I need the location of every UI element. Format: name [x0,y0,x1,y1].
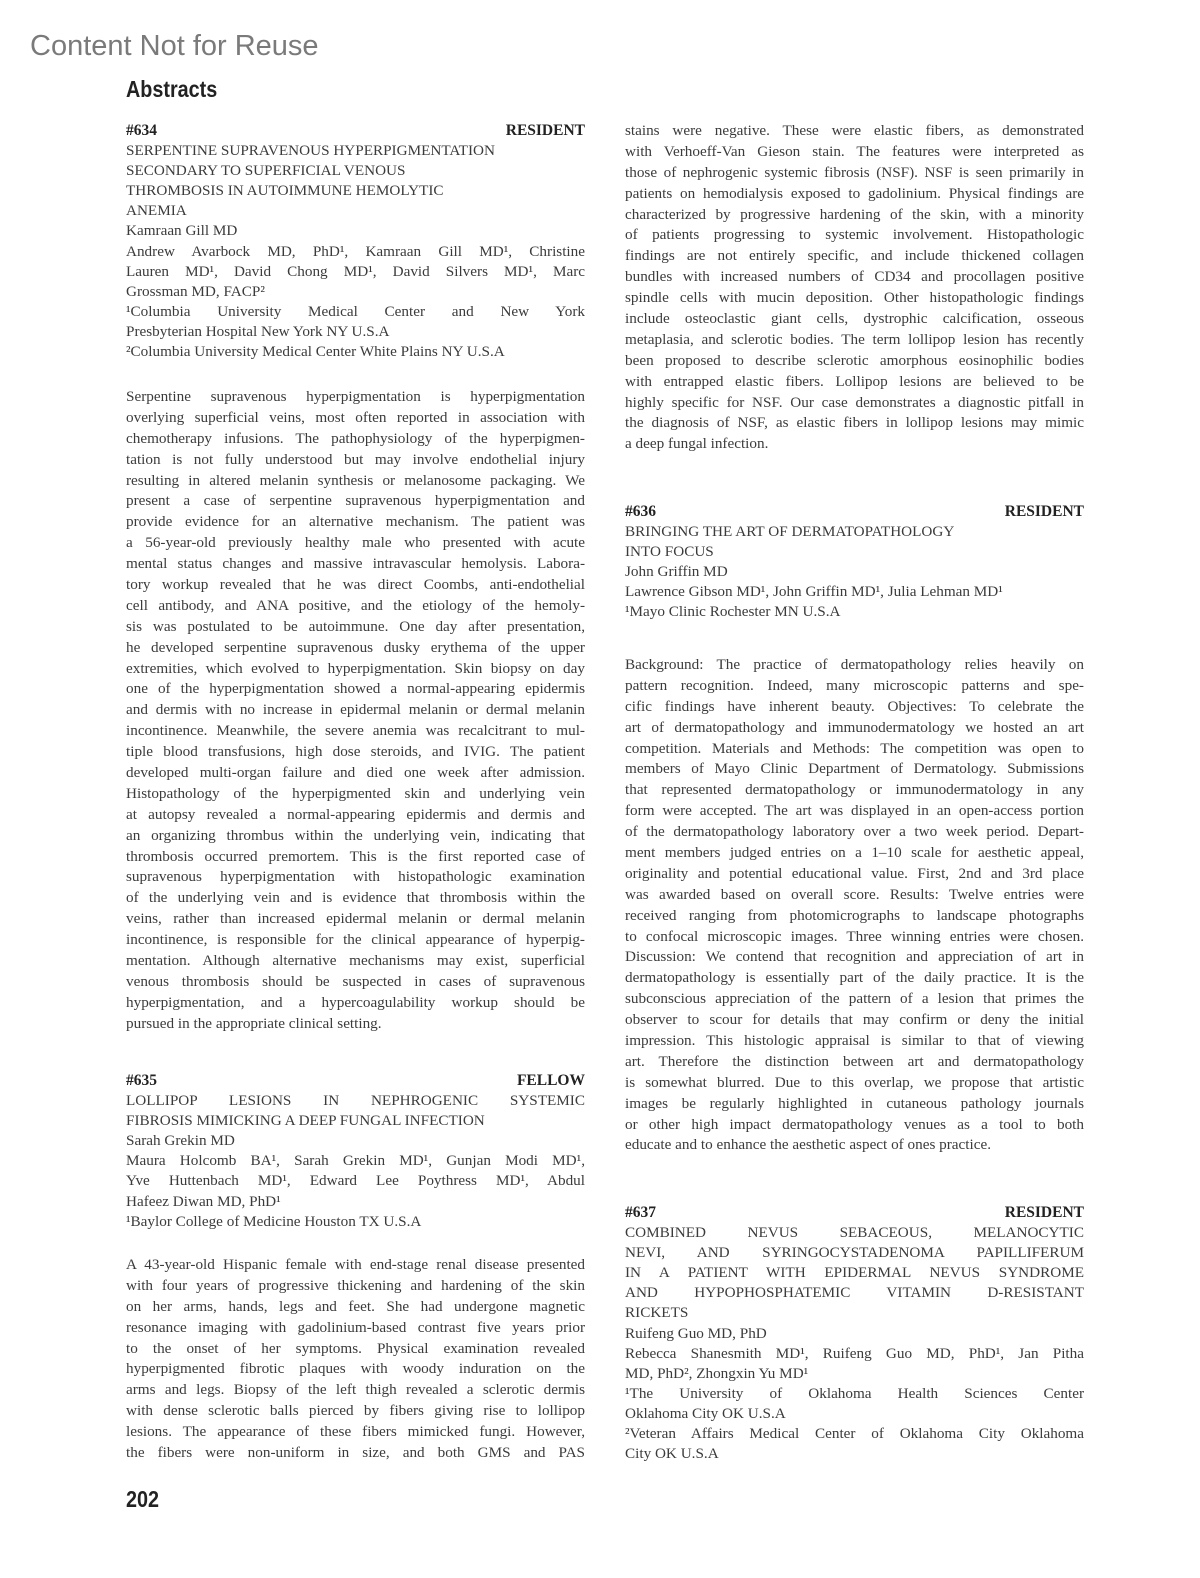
body-line: arms and legs. Biopsy of the left thigh revealed a sclerotic dermis [126,1381,585,1399]
body-line: findings are not entirely specific, and include thickened collagen [625,247,1084,265]
body-line: bundles with increased numbers of CD34 and procollagen positive [625,268,1084,286]
page-number: 202 [126,1486,160,1512]
body-line: a deep fungal infection. [625,435,769,453]
abstract-636-body [625,655,1084,1156]
body-line: extremities, which evolved to hyperpigmentation. Skin biopsy on day [126,659,585,677]
body-line: or other high impact dermatopathology venues as a tool to both [625,1115,1084,1133]
body-line: provide evidence for an alternative mechanism. The patient was [126,513,585,531]
body-line: characterized by progressive hardening of the skin, with a minority [625,205,1084,223]
author-line: Grossman MD, FACP² [126,282,265,300]
body-line: of patients progressing to systemic involvement. Histopathologic [625,226,1084,244]
author-line: MD, PhD², Zhongxin Yu MD¹ [625,1364,809,1382]
abstract-634-body [126,387,585,1035]
affiliation-line: ¹Baylor College of Medicine Houston TX U.S.A [126,1212,422,1230]
body-line: mental status changes and massive intravascular hemolysis. Labora- [126,555,585,573]
body-line: chemotherapy infusions. The pathophysiology of the hyperpigmen- [126,429,585,447]
body-line: supravenous hyperpigmentation with histopathologic examination [126,868,585,886]
body-line: a 56-year-old previously healthy male who presented with acute [126,534,585,552]
body-line: on her arms, hands, legs and feet. She had undergone magnetic [126,1297,585,1315]
affiliation-line: Oklahoma City OK U.S.A [625,1404,786,1422]
body-line: to the onset of her symptoms. Physical examination revealed [126,1339,585,1357]
presenter: Kamraan Gill MD [126,222,238,240]
abstract-number: #637 [625,1204,656,1221]
abstract-category: FELLOW [516,1072,585,1089]
abstract-category: RESIDENT [1004,503,1084,520]
abstract-number: #635 [126,1072,157,1089]
body-line: tiple blood transfusions, high dose steroids, and IVIG. The patient [126,743,585,761]
body-line: Serpentine supravenous hyperpigmentation is hyperpigmentation [126,388,585,405]
affiliation-line: ¹Mayo Clinic Rochester MN U.S.A [625,603,841,621]
body-line: cific findings have inherent beauty. Objectives: To celebrate the [625,697,1084,715]
body-line: observer to scour for details that may confirm or deny the initial [625,1011,1084,1029]
abstract-title-line: COMBINED NEVUS SEBACEOUS, MELANOCYTIC [625,1224,1084,1242]
presenter: Ruifeng Guo MD, PhD [625,1324,767,1342]
body-line: one of the hyperpigmentation showed a normal-appearing epidermis [126,680,585,698]
abstract-title-line: IN A PATIENT WITH EPIDERMAL NEVUS SYNDROME [625,1264,1084,1282]
body-line: at autopsy revealed a normal-appearing epidermis and dermis and [126,805,585,823]
body-line: impression. This histologic appraisal is similar to that of viewing [625,1032,1084,1050]
body-line: incontinence. Meanwhile, the severe anemia was recalcitrant to mul- [126,722,585,740]
author-line: Rebecca Shanesmith MD¹, Ruifeng Guo MD, PhD¹, Jan Pitha [625,1344,1084,1362]
abstract-634-header [126,121,585,362]
body-line: the fibers were non-uniform in size, and both GMS and PAS [126,1444,585,1462]
author-line: Lawrence Gibson MD¹, John Griffin MD¹, Julia Lehman MD¹ [625,583,1003,601]
body-line: spindle cells with mucin deposition. Other histopathologic findings [625,289,1084,307]
abstract-636-header [625,502,1084,623]
body-line: highly specific for NSF. Our case demonstrates a diagnostic pitfall in [625,393,1084,411]
body-line: been proposed to describe sclerotic amorphous eosinophilic bodies [625,351,1084,369]
body-line: overlying superficial veins, most often reported in association with [126,408,585,426]
body-line: thrombosis occurred premortem. This is the first reported case of [126,847,585,865]
section-heading: Abstracts [126,76,218,102]
body-line: those of nephrogenic systemic fibrosis (NSF). NSF is seen primarily in [625,163,1084,181]
affiliation-line: ²Columbia University Medical Center White Plains NY U.S.A [126,343,505,361]
body-line: resonance imaging with gadolinium-based contrast five years prior [126,1318,585,1336]
body-line: and dermis with no increase in epidermal melanin or dermal melanin [126,701,585,719]
abstract-header-row [625,1203,1084,1223]
body-line: form were accepted. The art was displayed in an open-access portion [625,802,1084,820]
body-line: incontinence, is responsible for the clinical appearance of hyperpig- [126,931,585,949]
body-line: is somewhat blurred. Due to this overlap, we propose that artistic [625,1073,1084,1091]
body-line: veins, rather than increased epidermal melanin or dermal melanin [126,910,585,928]
body-line: originality and potential educational value. First, 2nd and 3rd place [625,864,1084,882]
body-line: dermatopathology is essentially part of the daily practice. It is the [625,969,1084,987]
abstract-title-line: AND HYPOPHOSPHATEMIC VITAMIN D-RESISTANT [625,1284,1084,1302]
body-line: to confocal microscopic images. Three winning entries were chosen. [625,927,1084,945]
abstract-category: RESIDENT [1004,1204,1084,1221]
body-line: educate and to enhance the aesthetic aspect of ones practice. [625,1136,991,1154]
presenter: Sarah Grekin MD [126,1132,235,1150]
abstract-title-line: BRINGING THE ART OF DERMATOPATHOLOGY [625,523,955,541]
presenter: John Griffin MD [625,563,728,581]
body-line: with dense sclerotic balls pierced by fibers giving rise to lollipop [126,1402,585,1420]
body-line: tory workup revealed that he was direct Coombs, anti-endothelial [126,576,585,594]
body-line: art of dermatopathology and immunodermatology we hosted an art [625,718,1084,736]
body-line: include osteoclastic giant cells, dystrophic calcification, osseous [625,310,1084,328]
abstract-header-row [126,1071,585,1091]
abstract-title-line: ANEMIA [126,202,187,220]
body-line: metaplasia, and sclerotic bodies. The term lollipop lesion has recently [625,330,1084,348]
body-line: competition. Materials and Methods: The competition was open to [625,739,1084,757]
body-line: mentation. Although alternative mechanisms may exist, superficial [126,952,585,970]
abstract-title-line: SECONDARY TO SUPERFICIAL VENOUS [126,162,406,180]
body-line: present a case of serpentine supravenous hyperpigmentation and [126,492,585,510]
body-line: with Verhoeff-Van Gieson stain. The features were interpreted as [625,142,1084,160]
body-line: was awarded based on overall score. Results: Twelve entries were [625,885,1084,903]
body-line: Histopathology of the hyperpigmented skin and underlying vein [126,784,585,802]
body-line: stains were negative. These were elastic fibers, as demonstrated [625,122,1084,139]
body-line: with entrapped elastic fibers. Lollipop lesions are believed to be [625,372,1084,390]
abstract-header-row [126,121,585,141]
affiliation-line: City OK U.S.A [625,1445,719,1463]
abstract-number: #634 [126,122,157,139]
abstract-title-line: NEVI, AND SYRINGOCYSTADENOMA PAPILLIFERUM [625,1244,1084,1262]
body-line: pattern recognition. Indeed, many microscopic patterns and spe- [625,676,1084,694]
body-line: pursued in the appropriate clinical setting. [126,1014,382,1032]
body-line: art. Therefore the distinction between art and dermatopathology [625,1052,1084,1070]
abstract-635-header [126,1071,585,1232]
body-line: he developed serpentine supravenous dusky erythema of the upper [126,638,585,656]
author-line: Hafeez Diwan MD, PhD¹ [126,1192,281,1210]
body-line: subconscious appreciation of the pattern of a lesion that primes the [625,990,1084,1008]
body-line: patients on hemodialysis exposed to gadolinium. Physical findings are [625,184,1084,202]
author-line: Andrew Avarbock MD, PhD¹, Kamraan Gill MD¹, Christine [126,242,585,260]
body-line: members of Mayo Clinic Department of Dermatology. Submissions [625,760,1084,778]
body-line: Background: The practice of dermatopathology relies heavily on [625,656,1084,673]
abstract-title-line: RICKETS [625,1304,689,1322]
abstract-635-body [126,1255,585,1464]
body-line: cell antibody, and ANA positive, and the etiology of the hemoly- [126,596,585,614]
body-line: A 43-year-old Hispanic female with end-stage renal disease presented [126,1256,585,1273]
author-line: Lauren MD¹, David Chong MD¹, David Silvers MD¹, Marc [126,262,585,280]
body-line: with four years of progressive thickening and hardening of the skin [126,1276,585,1294]
body-line: hyperpigmentation, and a hypercoagulability workup should be [126,993,585,1011]
body-line: lesions. The appearance of these fibers mimicked fungi. However, [126,1423,585,1441]
affiliation-line: ²Veteran Affairs Medical Center of Oklahoma City Oklahoma [625,1425,1084,1443]
body-line: received ranging from photomicrographs to landscape photographs [625,906,1084,924]
abstract-header-row [625,502,1084,522]
abstract-number: #636 [625,503,656,520]
abstract-category: RESIDENT [505,122,585,139]
body-line: that represented dermatopathology or immunodermatology in any [625,781,1084,799]
abstract-title-line: THROMBOSIS IN AUTOIMMUNE HEMOLYTIC [126,182,444,200]
abstract-title-line: SERPENTINE SUPRAVENOUS HYPERPIGMENTATION [126,142,495,160]
author-line: Yve Huttenbach MD¹, Edward Lee Poythress MD¹, Abdul [126,1172,585,1190]
body-line: hyperpigmented fibrotic plaques with woody induration on the [126,1360,585,1378]
body-line: venous thrombosis should be suspected in cases of supravenous [126,972,585,990]
body-line: ment members judged entries on a 1–10 scale for aesthetic appeal, [625,844,1084,862]
body-line: images be regularly highlighted in cutaneous pathology journals [625,1094,1084,1112]
author-line: Maura Holcomb BA¹, Sarah Grekin MD¹, Gunjan Modi MD¹, [126,1152,585,1170]
abstract-title-line: INTO FOCUS [625,543,714,561]
body-line: sis was postulated to be autoimmune. One day after presentation, [126,617,585,635]
abstract-title-line: LOLLIPOP LESIONS IN NEPHROGENIC SYSTEMIC [126,1092,585,1110]
body-line: the diagnosis of NSF, as elastic fibers in lollipop lesions may mimic [625,414,1084,432]
affiliation-line: Presbyterian Hospital New York NY U.S.A [126,322,390,340]
body-line: an organizing thrombus within the underlying vein, indicating that [126,826,585,844]
abstract-637-header [625,1203,1084,1464]
body-line: tation is not fully understood but may involve endothelial injury [126,450,585,468]
body-line: resulting in altered melanin synthesis or melanosome packaging. We [126,471,585,489]
abstract-635-body-continued [625,121,1084,455]
body-line: of the underlying vein and is evidence that thrombosis within the [126,889,585,907]
body-line: developed multi-organ failure and died one week after admission. [126,764,585,782]
body-line: Discussion: We contend that recognition and appreciation of art in [625,948,1084,966]
abstract-title-line: FIBROSIS MIMICKING A DEEP FUNGAL INFECTION [126,1112,485,1130]
affiliation-line: ¹Columbia University Medical Center and New York [126,302,585,320]
body-line: of the dermatopathology laboratory over a two week period. Depart- [625,823,1084,841]
watermark: Content Not for Reuse [30,30,319,62]
affiliation-line: ¹The University of Oklahoma Health Sciences Center [625,1384,1084,1402]
